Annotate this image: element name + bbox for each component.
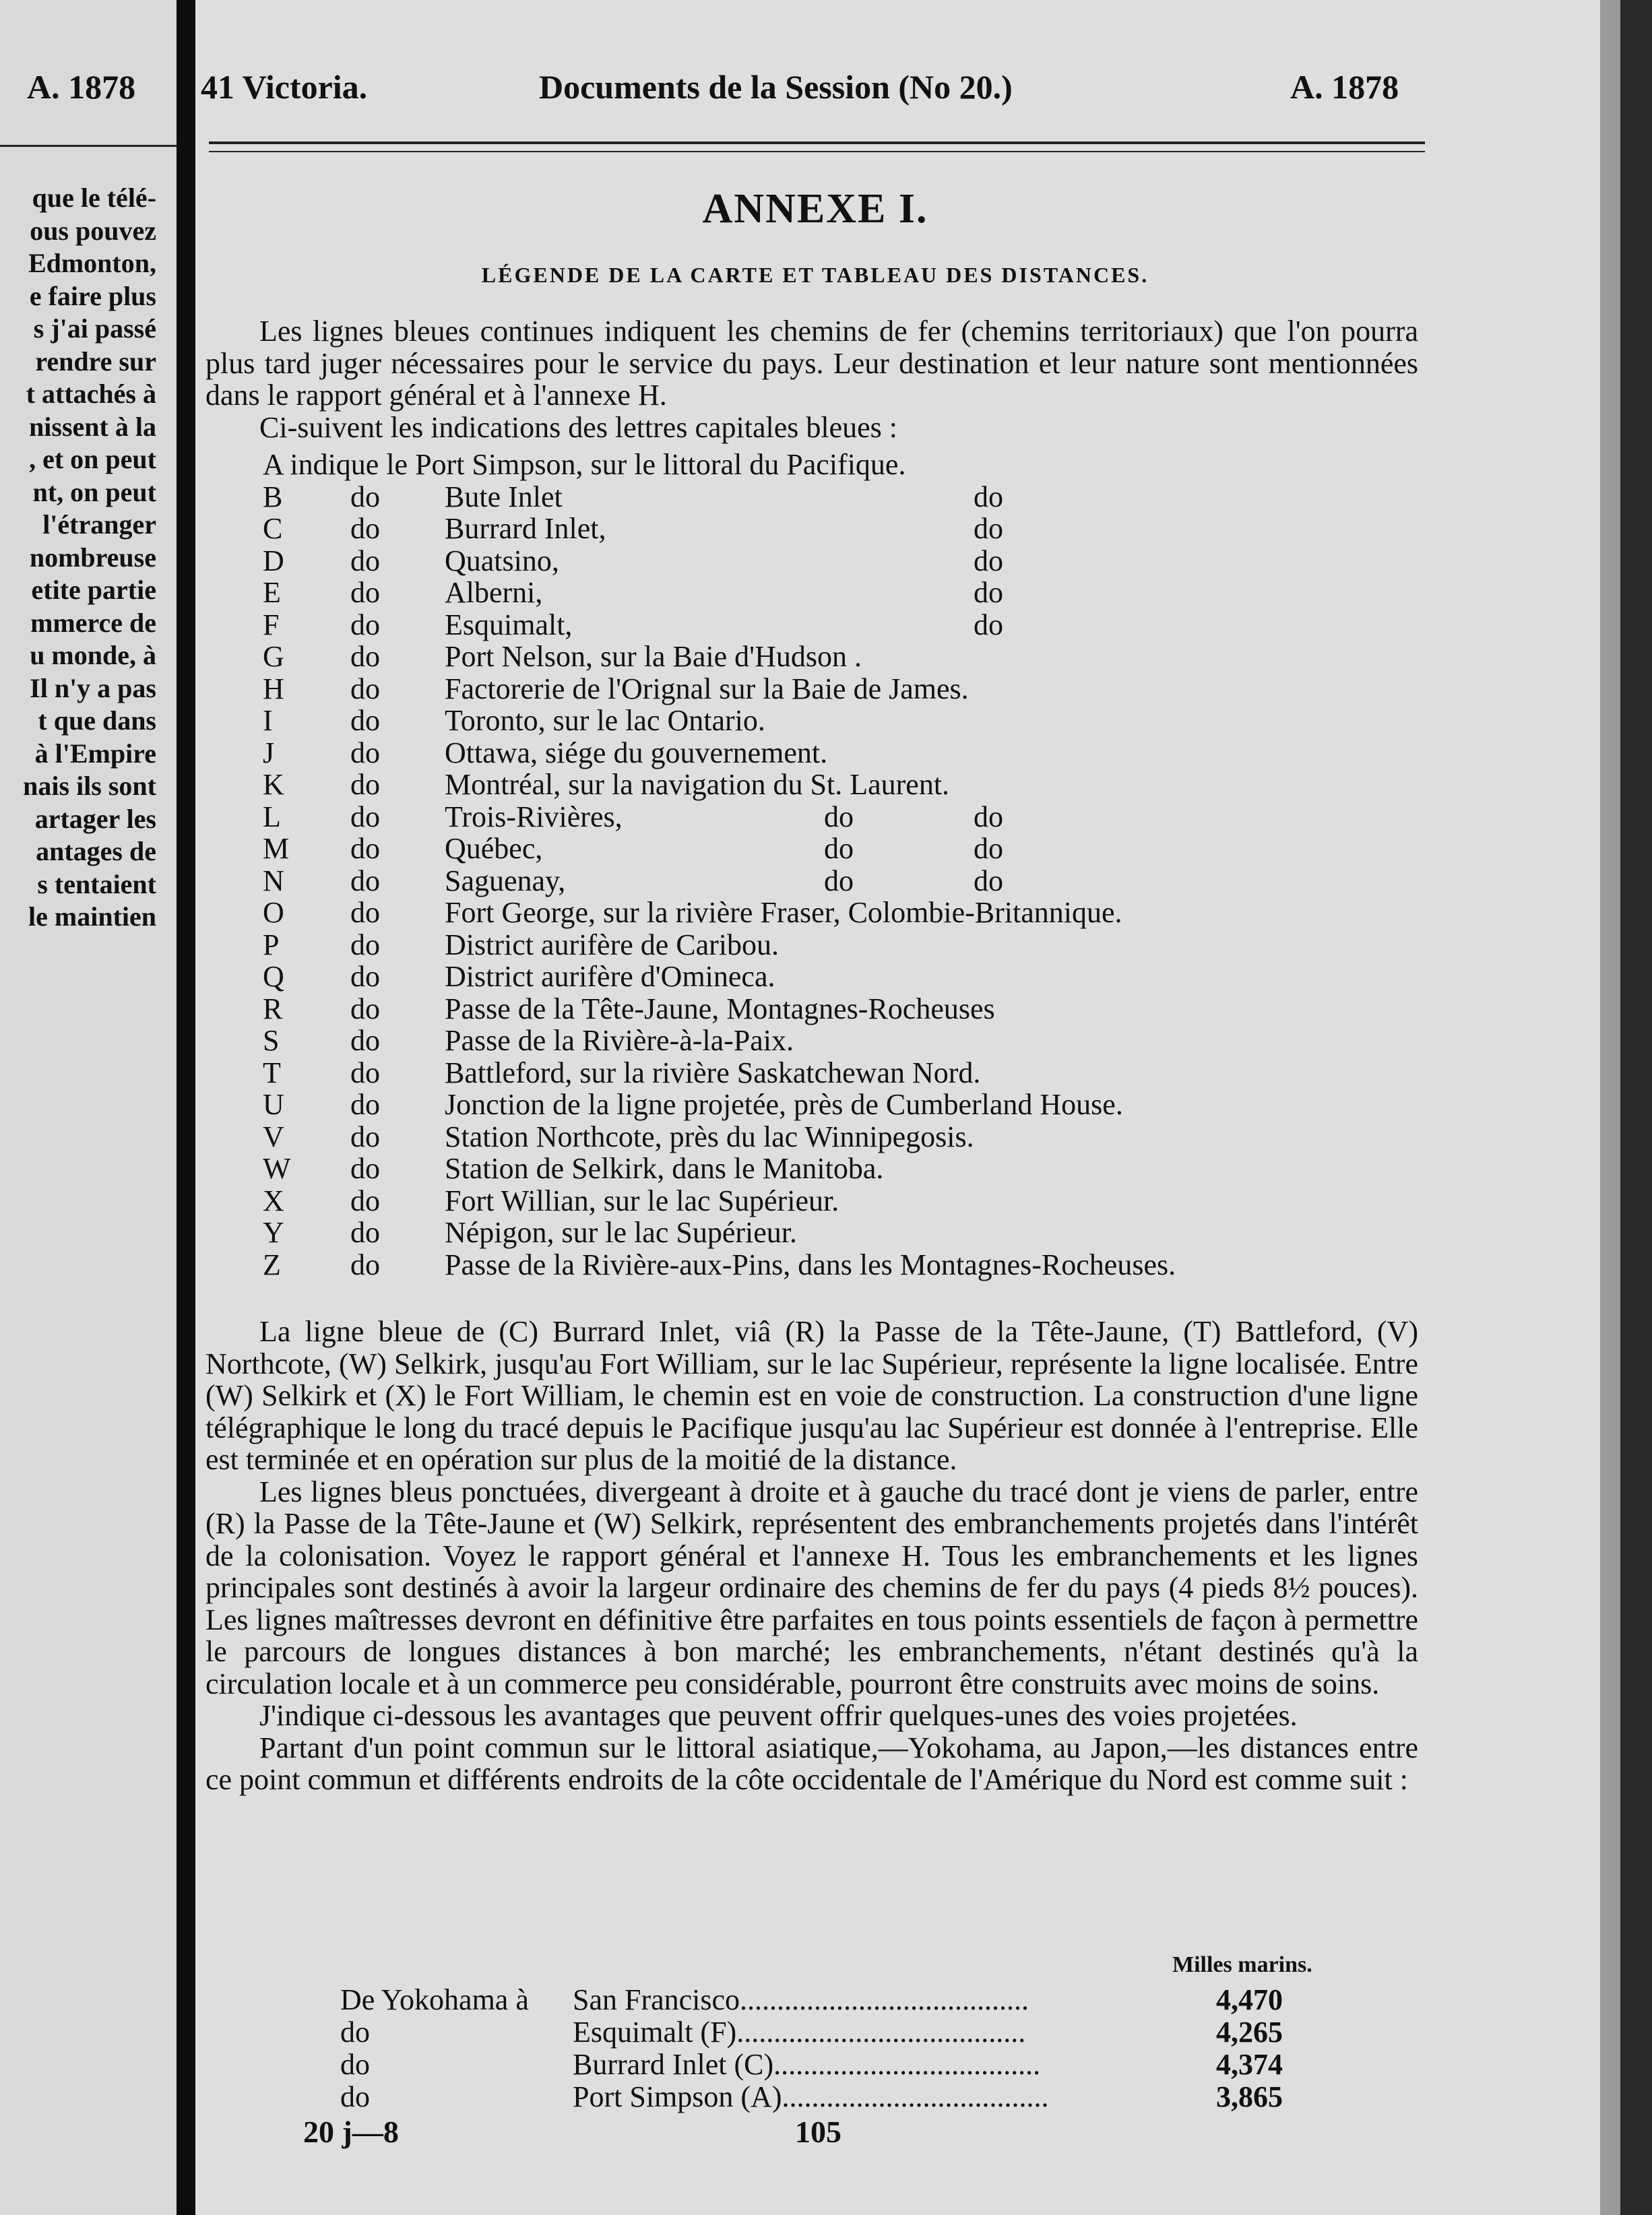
legend-ditto: do <box>350 672 380 705</box>
legend-letter: W <box>263 1152 291 1185</box>
distance-destination: Esquimalt (F)....................................... <box>573 2016 1026 2049</box>
legend-ditto-col1: do <box>824 864 854 897</box>
legend-ditto-col2: do <box>974 576 1003 609</box>
legend-place: Factorerie de l'Orignal sur la Baie de James. <box>445 672 969 705</box>
paragraph-distances: Partant d'un point commun sur le littoral asiatique,—Yokohama, au Japon,—les distances entre ce point commun et différents endroits de la côte occidentale de l'Amérique du Nord est comme suit : <box>205 1731 1418 1796</box>
legend-place: Fort George, sur la rivière Fraser, Colombie-Britannique. <box>445 896 1122 929</box>
legend-ditto: do <box>350 640 380 673</box>
legend-ditto: do <box>350 864 380 897</box>
legend-letter: Y <box>263 1216 284 1249</box>
legend-ditto-col2: do <box>974 800 1003 833</box>
left-page-text <box>23 182 156 934</box>
left-page-line: u monde, à <box>30 640 156 670</box>
legend-place: Quatsino, <box>445 544 559 577</box>
legend-place: Passe de la Rivière-à-la-Paix. <box>445 1024 794 1057</box>
left-page-line: nissent à la <box>29 411 156 442</box>
legend-ditto: do <box>350 992 380 1025</box>
legend-intro: Ci-suivent les indications des lettres capitales bleues : <box>259 410 897 444</box>
distances-unit-label: Milles marins. <box>1172 1952 1312 1977</box>
legend-ditto-col2: do <box>974 544 1003 577</box>
distance-from: do <box>340 2080 370 2113</box>
left-page-line: nais ils sont <box>23 771 156 801</box>
distance-from: De Yokohama à <box>340 1983 529 2016</box>
legend-ditto: do <box>350 576 380 609</box>
legend-letter: J <box>263 736 275 769</box>
legend-place: Bute Inlet <box>445 480 563 513</box>
legend-ditto: do <box>350 1056 380 1089</box>
left-page-line: l'étranger <box>42 509 156 540</box>
legend-place: Fort Willian, sur le lac Supérieur. <box>445 1184 839 1217</box>
document-page <box>195 0 1600 2215</box>
right-page-edge <box>1600 0 1652 2215</box>
legend-letter: C <box>263 512 283 545</box>
left-page-line: artager les <box>34 803 156 834</box>
left-page-header: A. 1878 <box>27 68 136 106</box>
header-session: 41 Victoria. <box>201 68 368 106</box>
legend-ditto: do <box>350 928 380 961</box>
legend-place: Esquimalt, <box>445 608 573 641</box>
header-rule <box>209 141 1425 152</box>
distance-from: do <box>340 2016 370 2049</box>
legend-ditto: do <box>350 1024 380 1057</box>
paragraph-advantages: J'indique ci-dessous les avantages que peuvent offrir quelques-unes des voies projetées. <box>259 1699 1298 1732</box>
legend-place: Burrard Inlet, <box>445 512 606 545</box>
legend-letter: S <box>263 1024 280 1057</box>
legend-letter: K <box>263 768 284 801</box>
body-paragraphs <box>205 1316 1418 1796</box>
legend-letter: P <box>263 928 280 961</box>
left-page-line: le maintien <box>28 901 156 932</box>
distance-miles: 3,865 <box>1216 2080 1283 2113</box>
legend-ditto: do <box>350 736 380 769</box>
legend-ditto: do <box>350 1184 380 1217</box>
legend-ditto: do <box>350 800 380 833</box>
legend-place: Port Nelson, sur la Baie d'Hudson . <box>445 640 862 673</box>
legend-letter: F <box>263 608 280 641</box>
legend-ditto: do <box>350 544 380 577</box>
left-page-line: t attachés à <box>26 379 156 409</box>
legend-letter: E <box>263 576 281 609</box>
distance-destination: Port Simpson (A).................................... <box>573 2080 1049 2113</box>
left-page-line: antages de <box>36 836 156 866</box>
left-page-line: nombreuse <box>29 542 156 573</box>
legend-ditto-col2: do <box>974 512 1003 545</box>
legend-place: Montréal, sur la navigation du St. Laurent. <box>445 768 950 801</box>
left-page-line: , et on peut <box>29 444 156 474</box>
distance-miles: 4,265 <box>1216 2016 1283 2049</box>
footer-signature: 20 j—8 <box>303 2115 399 2149</box>
legend-place: Station Northcote, près du lac Winnipegosis. <box>445 1120 974 1153</box>
page-subtitle: LÉGENDE DE LA CARTE ET TABLEAU DES DISTANCES. <box>481 263 1149 287</box>
legend-letter: V <box>263 1120 284 1153</box>
legend-ditto-col2: do <box>974 480 1003 513</box>
page-title: ANNEXE I. <box>702 186 928 232</box>
legend-ditto: do <box>350 480 380 513</box>
legend-ditto-col1: do <box>824 832 854 865</box>
legend-ditto: do <box>350 1152 380 1185</box>
legend-letter: O <box>263 896 284 929</box>
left-page-line: s j'ai passé <box>33 313 156 344</box>
distance-destination: Burrard Inlet (C).................................... <box>573 2048 1041 2081</box>
left-page-line: à l'Empire <box>34 738 156 769</box>
legend-letter: I <box>263 704 273 737</box>
legend-ditto: do <box>350 832 380 865</box>
legend-place: Battleford, sur la rivière Saskatchewan Nord. <box>445 1056 981 1089</box>
legend-ditto: do <box>350 896 380 929</box>
legend-place: Station de Selkirk, dans le Manitoba. <box>445 1152 884 1185</box>
legend-ditto-col2: do <box>974 832 1003 865</box>
header-title: Documents de la Session (No 20.) <box>539 68 1013 106</box>
legend-ditto-col2: do <box>974 608 1003 641</box>
left-page-line: etite partie <box>31 575 156 605</box>
left-page-line: Edmonton, <box>28 248 156 278</box>
book-gutter <box>177 0 195 2215</box>
legend-letter: H <box>263 672 284 705</box>
left-page-line: e faire plus <box>29 280 156 311</box>
legend-place: Alberni, <box>445 576 543 609</box>
left-page-line: s tentaient <box>37 868 156 899</box>
legend-place: District aurifère de Caribou. <box>445 928 780 961</box>
page-number: 105 <box>795 2115 841 2149</box>
left-page-line: Il n'y a pas <box>30 672 156 703</box>
legend-ditto: do <box>350 1248 380 1281</box>
legend-letter: U <box>263 1088 284 1121</box>
legend-place: Québec, <box>445 832 543 865</box>
intro-text: Les lignes bleues continues indiquent les chemins de fer (chemins territoriaux) que l'on pourra plus tard juger nécessaires pour le service du pays. Leur destination et leur nature sont mentionnées dans le rapport général et à l'annexe H. <box>205 315 1418 412</box>
legend-letter: D <box>263 544 284 577</box>
paragraph-line-description: La ligne bleue de (C) Burrard Inlet, viâ (R) la Passe de la Tête-Jaune, (T) Battleford, (V) Northcote, (W) Selkirk, jusqu'au Fort William, sur le lac Supérieur, représente la ligne localisée. Entre (W) Selkirk et (X) le Fort William, le chemin est en voie de construction. La construction d'une ligne télégraphique le long du tracé depuis le Pacifique jusqu'au lac Supérieur est donnée à l'entreprise. Elle est terminée et en opération sur plus de la moitié de la distance. <box>205 1315 1418 1476</box>
distance-from: do <box>340 2048 370 2081</box>
legend-letter: N <box>263 864 284 897</box>
legend-place: Toronto, sur le lac Ontario. <box>445 704 765 737</box>
left-page-line: t que dans <box>38 705 156 736</box>
legend-place: Népigon, sur le lac Supérieur. <box>445 1216 797 1249</box>
legend-ditto: do <box>350 512 380 545</box>
left-page-rule <box>0 145 177 147</box>
legend-place: Ottawa, siége du gouvernement. <box>445 736 828 769</box>
legend-ditto: do <box>350 1088 380 1121</box>
legend-letter: X <box>263 1184 284 1217</box>
paragraph-branches: Les lignes bleus ponctuées, divergeant à droite et à gauche du tracé dont je viens de parler, entre (R) la Passe de la Tête-Jaune et (W) Selkirk, représentent des embranchements projetés dans l'intérêt de la colonisation. Voyez le rapport général et l'annexe H. Tous les embranchements et les lignes principales sont destinés à avoir la largeur ordinaire des chemins de fer du pays (4 pieds 8½ pouces). Les lignes maîtresses devront en définitive être parfaites en tous points essentiels de façon à permettre le parcours de longues distances à bon marché; les embranchements, n'étant destinés qu'à la circulation locale et à un commerce peu considérable, pourront être construits avec moins de soins. <box>205 1475 1418 1700</box>
header-year: A. 1878 <box>1290 68 1399 106</box>
left-page-line: mmerce de <box>30 607 156 638</box>
legend-ditto: do <box>350 1120 380 1153</box>
legend-letter: Q <box>263 960 284 993</box>
legend-place: Passe de la Tête-Jaune, Montagnes-Rocheuses <box>445 992 995 1025</box>
legend-ditto: do <box>350 608 380 641</box>
legend-place: Saguenay, <box>445 864 566 897</box>
intro-paragraph <box>205 315 1418 443</box>
legend-letter: T <box>263 1056 281 1089</box>
legend-ditto: do <box>350 704 380 737</box>
legend-letter: Z <box>263 1248 281 1281</box>
legend-place: Passe de la Rivière-aux-Pins, dans les Montagnes-Rocheuses. <box>445 1248 1176 1281</box>
legend-first-entry: A indique le Port Simpson, sur le littoral du Pacifique. <box>263 448 906 481</box>
left-page-line: nt, on peut <box>32 476 156 507</box>
legend-letter: L <box>263 800 281 833</box>
legend-ditto: do <box>350 1216 380 1249</box>
legend-place: Jonction de la ligne projetée, près de Cumberland House. <box>445 1088 1123 1121</box>
legend-ditto: do <box>350 960 380 993</box>
left-page-line: que le télé- <box>32 183 156 213</box>
legend-letter: M <box>263 832 290 865</box>
legend-ditto: do <box>350 768 380 801</box>
legend-ditto-col2: do <box>974 864 1003 897</box>
legend-letter: R <box>263 992 283 1025</box>
distance-miles: 4,470 <box>1216 1983 1283 2016</box>
left-page-fragment <box>0 0 177 2215</box>
distance-miles: 4,374 <box>1216 2048 1283 2081</box>
legend-place: Trois-Rivières, <box>445 800 623 833</box>
left-page-line: rendre sur <box>35 346 156 377</box>
distance-destination: San Francisco....................................... <box>573 1983 1029 2016</box>
legend-ditto-col1: do <box>824 800 854 833</box>
legend-place: District aurifère d'Omineca. <box>445 960 775 993</box>
legend-letter: G <box>263 640 284 673</box>
legend-letter: B <box>263 480 283 513</box>
left-page-line: ous pouvez <box>30 215 156 246</box>
